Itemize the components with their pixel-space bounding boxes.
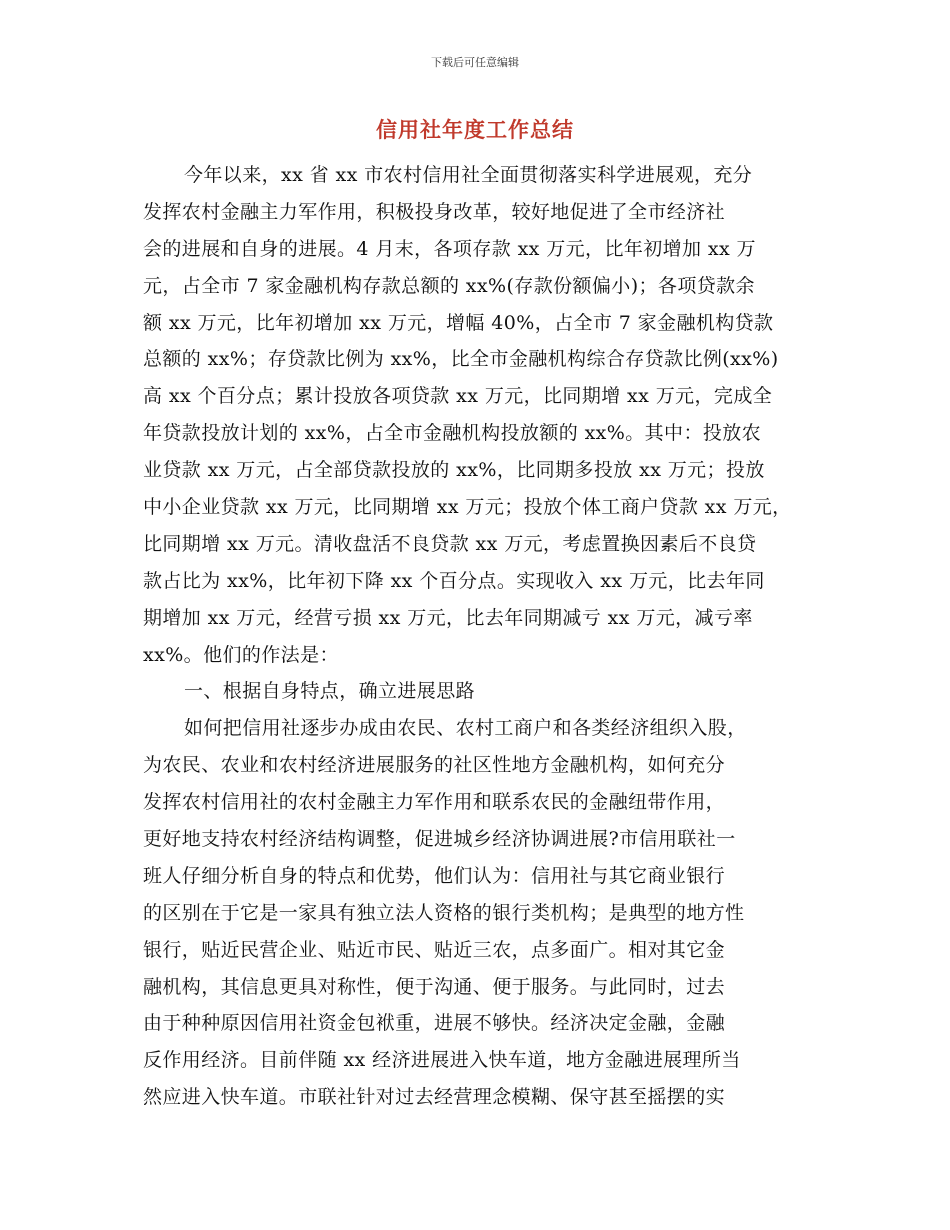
document-body: [143, 157, 823, 1116]
text-line: 今年以来，xx 省 xx 市农村信用社全面贯彻落实科学进展观，充分: [184, 164, 753, 186]
text-line: 由于种种原因信用社资金包袱重，进展不够快。经济决定金融，金融: [143, 1012, 726, 1035]
text-line: 总额的 xx%；存贷款比例为 xx%，比全市金融机构综合存贷款比例(xx%): [143, 348, 779, 371]
text-line: 如何把信用社逐步办成由农民、农村工商户和各类经济组织入股，: [184, 717, 747, 740]
text-line: 银行，贴近民营企业、贴近市民、贴近三农，点多面广。相对其它金: [143, 938, 726, 961]
text-line: 一、根据自身特点，确立进展思路: [184, 680, 476, 703]
text-line: 融机构，其信息更具对称性，便于沟通、便于服务。与此同时，过去: [143, 975, 726, 998]
text-line: 更好地支持农村经济结构调整，促进城乡经济协调进展?市信用联社一: [143, 828, 736, 851]
text-line: 班人仔细分析自身的特点和优势，他们认为：信用社与其它商业银行: [143, 864, 726, 887]
text-line: 发挥农村信用社的农村金融主力军作用和联系农民的金融纽带作用，: [143, 791, 726, 814]
text-line: 然应进入快车道。市联社针对过去经营理念模糊、保守甚至摇摆的实: [143, 1086, 726, 1109]
text-line: 元，占全市 7 家金融机构存款总额的 xx%(存款份额偏小)；各项贷款余: [143, 274, 755, 297]
text-line: 额 xx 万元，比年初增加 xx 万元，增幅 40%，占全市 7 家金融机构贷款: [143, 311, 774, 334]
document-title: 信用社年度工作总结: [376, 117, 574, 142]
text-line: 发挥农村金融主力军作用，积极投身改革，较好地促进了全市经济社: [143, 200, 726, 223]
text-line: 年贷款投放计划的 xx%，占全市金融机构投放额的 xx%。其中：投放农: [143, 422, 762, 445]
text-line: 业贷款 xx 万元，占全部贷款投放的 xx%，比同期多投放 xx 万元；投放: [143, 459, 765, 482]
text-line: 高 xx 个百分点；累计投放各项贷款 xx 万元，比同期增 xx 万元，完成全: [143, 385, 773, 408]
text-line: 比同期增 xx 万元。清收盘活不良贷款 xx 万元，考虑置换因素后不良贷: [143, 532, 757, 555]
text-line: 反作用经济。目前伴随 xx 经济进展进入快车道，地方金融进展理所当: [143, 1049, 741, 1072]
text-line: 会的进展和自身的进展。4 月末，各项存款 xx 万元，比年初增加 xx 万: [143, 237, 756, 260]
page-header-note: 下载后可任意编辑: [431, 56, 519, 69]
text-line: xx%。他们的作法是：: [143, 643, 339, 666]
text-line: 中小企业贷款 xx 万元，比同期增 xx 万元；投放个体工商户贷款 xx 万元，: [143, 496, 792, 519]
text-line: 期增加 xx 万元，经营亏损 xx 万元，比去年同期减亏 xx 万元，减亏率: [143, 606, 753, 629]
text-line: 款占比为 xx%，比年初下降 xx 个百分点。实现收入 xx 万元，比去年同: [143, 569, 765, 592]
text-line: 为农民、农业和农村经济进展服务的社区性地方金融机构，如何充分: [143, 754, 726, 777]
text-line: 的区别在于它是一家具有独立法人资格的银行类机构；是典型的地方性: [143, 901, 745, 924]
